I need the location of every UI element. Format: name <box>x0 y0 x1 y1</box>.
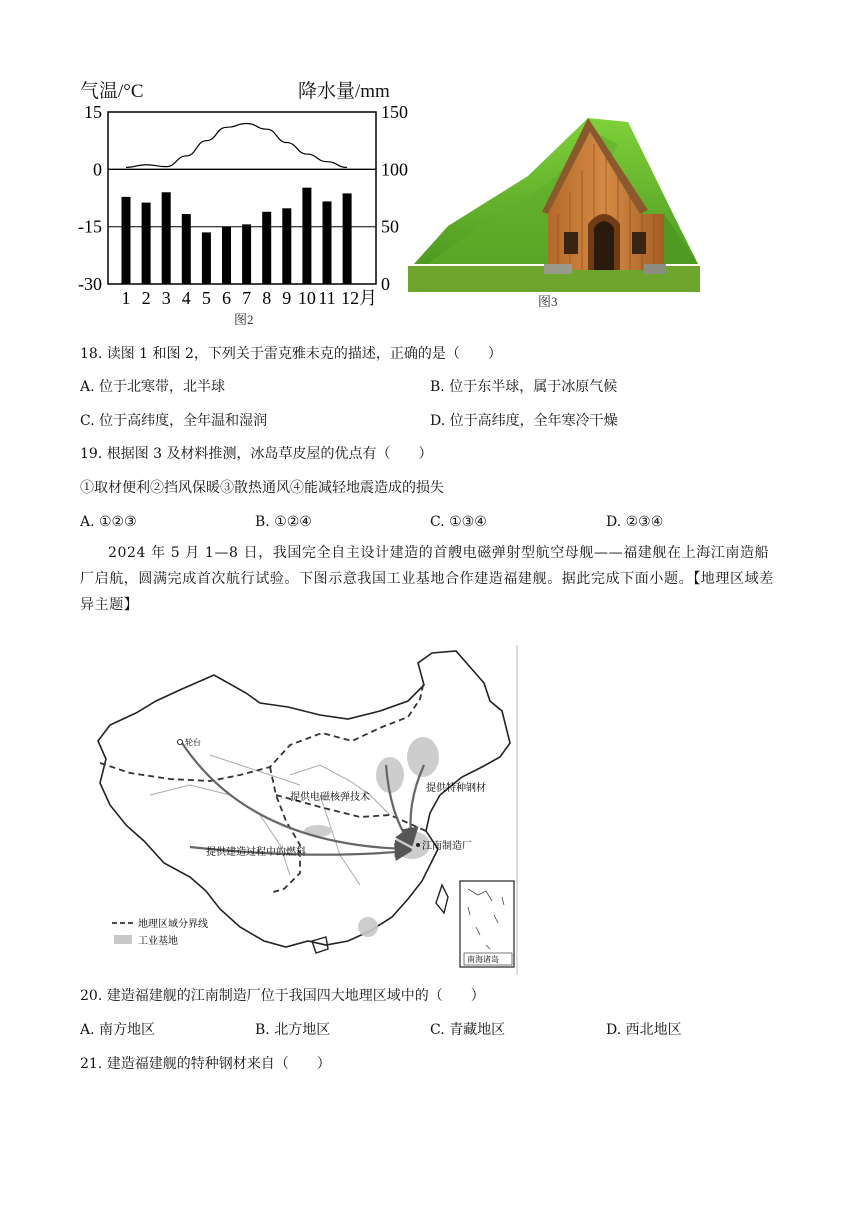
q19-option-a: A. ①②③ <box>80 514 137 530</box>
month-tick-label: 10 <box>297 288 316 308</box>
legend-boundary: 地理区域分界线 <box>138 919 208 930</box>
month-tick-label: 4 <box>181 288 191 308</box>
q20-option-c: C. 青藏地区 <box>430 1022 506 1038</box>
month-tick-label: 6 <box>222 288 231 308</box>
precip-bar-2 <box>142 203 151 284</box>
q18-option-c: C. 位于高纬度，全年温和湿润 <box>80 413 268 429</box>
q20-option-b: B. 北方地区 <box>255 1022 331 1038</box>
month-tick-label: 8 <box>262 288 272 308</box>
right-tick-label: 0 <box>381 274 390 294</box>
month-tick-label: 11 <box>318 288 336 308</box>
month-tick-label: 12月 <box>341 288 378 308</box>
q19-items: ①取材便利②挡风保暖③散热通风④能减轻地震造成的损失 <box>80 480 444 496</box>
precip-bar-3 <box>162 192 171 284</box>
question-21-stem: 21. 建造福建舰的特种钢材来自（ ） <box>80 1056 331 1072</box>
precip-bar-10 <box>302 188 311 284</box>
temperature-axis-title: 气温/°C <box>80 81 144 102</box>
q19-option-b: B. ①②④ <box>255 514 312 530</box>
city-luntai: 轮台 <box>185 738 201 747</box>
south-china-sea-inset <box>460 881 514 967</box>
label-tech: 提供电磁核弹技术 <box>290 792 370 803</box>
month-tick-label: 7 <box>242 288 252 308</box>
inset-label: 南海诸岛 <box>467 955 499 964</box>
left-tick-label: 15 <box>84 102 102 122</box>
figure3-caption: 图3 <box>538 294 558 309</box>
figure2-caption: 图2 <box>234 312 254 327</box>
month-tick-label: 3 <box>161 288 171 308</box>
q20-option-d: D. 西北地区 <box>606 1022 682 1038</box>
q18-option-d: D. 位于高纬度，全年寒冷干燥 <box>430 413 618 429</box>
turf-house-photo <box>408 114 700 292</box>
precip-bar-7 <box>242 224 251 284</box>
question-20-stem: 20. 建造福建舰的江南制造厂位于我国四大地理区域中的（ ） <box>80 988 485 1004</box>
precip-bar-11 <box>323 201 332 284</box>
q18-option-b: B. 位于东半球，属于冰原气候 <box>430 379 618 395</box>
month-tick-label: 2 <box>141 288 151 308</box>
right-tick-label: 150 <box>381 102 408 122</box>
region-boundary-lines <box>100 681 426 893</box>
question-18-stem: 18. 读图 1 和图 2，下列关于雷克雅未克的描述，正确的是（ ） <box>80 346 502 362</box>
material-paragraph: 2024 年 5 月 1—8 日，我国完全自主设计建造的首艘电磁弹射型航空母舰——福建舰在上海江南造船厂启航，圆满完成首次航行试验。下图示意我国工业基地合作建造福建舰。据此完成下面小题。【地理区域差异主题】 <box>80 545 774 613</box>
month-tick-label: 1 <box>121 288 131 308</box>
q18-option-a: A. 位于北寒带，北半球 <box>80 379 226 395</box>
label-steel: 提供特种钢材 <box>426 783 486 794</box>
left-tick-label: -15 <box>78 216 102 237</box>
label-factory: 江南制造厂 <box>422 841 472 852</box>
q19-option-d: D. ②③④ <box>606 514 664 530</box>
right-tick-label: 50 <box>381 216 399 237</box>
precipitation-axis-title: 降水量/mm <box>298 81 390 102</box>
legend-base: 工业基地 <box>138 936 178 947</box>
precip-bar-1 <box>122 197 131 284</box>
right-tick-label: 100 <box>381 159 408 180</box>
precip-bar-5 <box>202 232 211 284</box>
precip-bar-4 <box>182 214 191 284</box>
climate-chart <box>70 98 408 328</box>
month-tick-label: 5 <box>201 288 211 308</box>
precip-bar-12 <box>343 193 352 284</box>
precip-bar-9 <box>282 208 291 284</box>
precip-bar-8 <box>262 212 271 284</box>
left-tick-label: 0 <box>93 159 102 180</box>
question-19-stem: 19. 根据图 3 及材料推测，冰岛草皮屋的优点有（ ） <box>80 446 433 462</box>
precip-bar-6 <box>222 227 231 284</box>
temperature-line <box>126 123 347 167</box>
left-tick-label: -30 <box>78 274 102 294</box>
q20-option-a: A. 南方地区 <box>80 1022 156 1038</box>
q19-option-c: C. ①③④ <box>430 514 487 530</box>
month-tick-label: 9 <box>282 288 292 308</box>
china-industry-map <box>90 645 522 975</box>
label-fuel: 提供建造过程中的燃料 <box>206 847 306 858</box>
